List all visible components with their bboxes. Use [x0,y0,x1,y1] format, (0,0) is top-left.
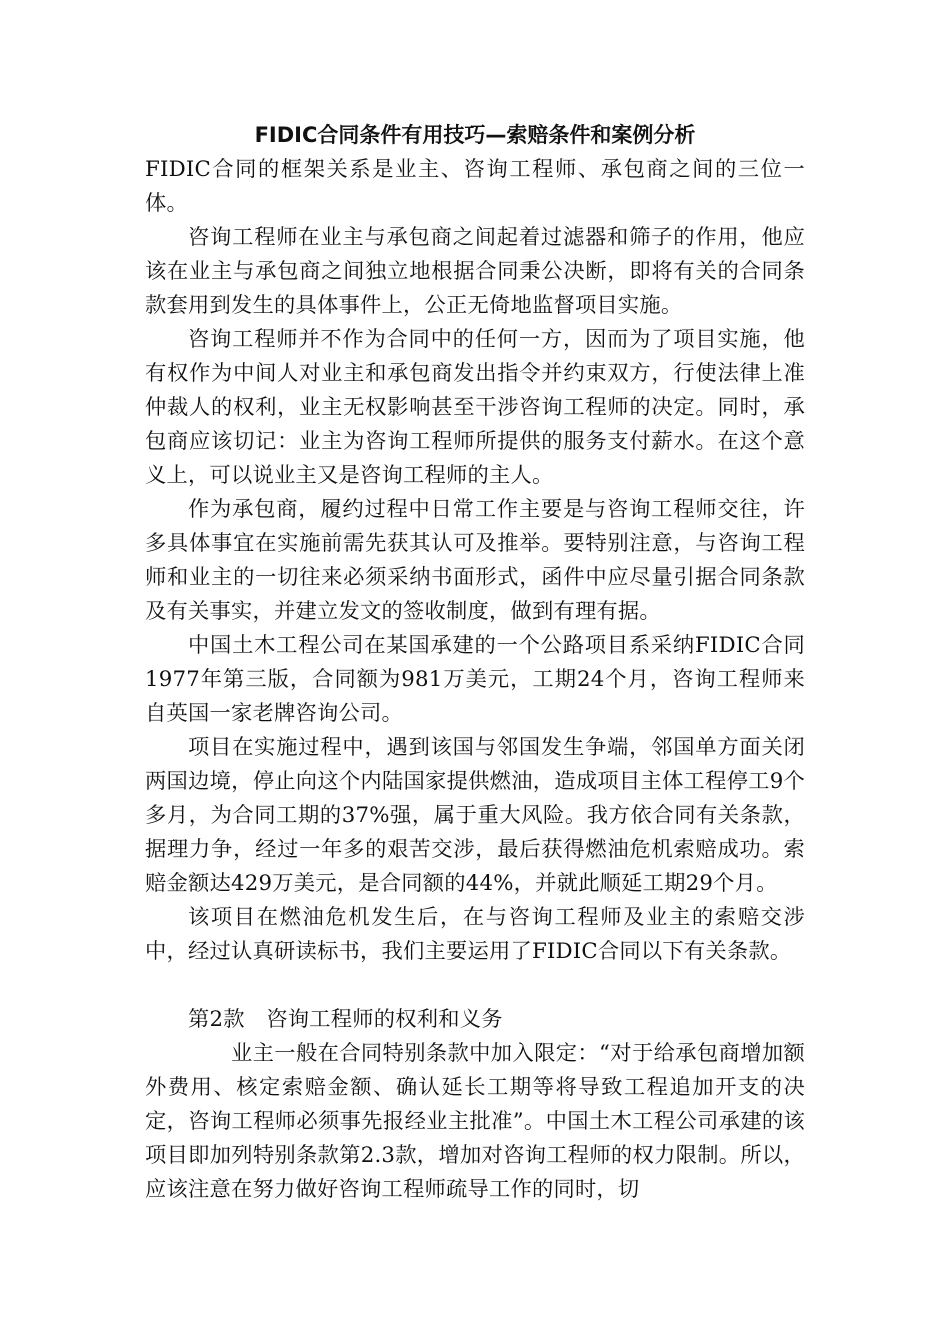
paragraph-engineer-authority: 咨询工程师并不作为合同中的任何一方，因而为了项目实施，他有权作为中间人对业主和承包商发出指令并约束双方，行使法律上准仲裁人的权利，业主无权影响甚至干涉咨询工程师的决定。同时，承包商应该切记：业主为咨询工程师所提供的服务支付薪水。在这个意义上，可以说业主又是咨询工程师的主人。 [145,327,805,488]
paragraph-clauses-used: 该项目在燃油危机发生后，在与咨询工程师及业主的索赔交涉中，经过认真研读标书，我们主要运用了FIDIC合同以下有关条款。 [145,905,805,964]
paragraph-engineer-role: 咨询工程师在业主与承包商之间起着过滤器和筛子的作用，他应该在业主与承包商之间独立地根据合同秉公决断，即将有关的合同条款套用到发生的具体事件上，公正无倚地监督项目实施。 [145,225,805,318]
section-heading-clause-2: 第2款 咨询工程师的权利和义务 [188,1007,503,1032]
paragraph-clause-2-body: 业主一般在合同特别条款中加入限定：“对于给承包商增加额外费用、核定索赔金额、确认延长工期等将导致工程追加开支的决定，咨询工程师必须事先报经业主批准”。中国土木工程公司承建的该项目即加列特别条款第2.3款，增加对咨询工程师的权力限制。所以，应该注意在努力做好咨询工程师疏导工作的同时，切 [145,1041,805,1202]
paragraph-project-background: 中国土木工程公司在某国承建的一个公路项目系采纳FIDIC合同1977年第三版，合同额为981万美元，工期24个月，咨询工程师来自英国一家老牌咨询公司。 [145,633,805,726]
paragraph-intro: FIDIC合同的框架关系是业主、咨询工程师、承包商之间的三位一体。 [145,157,805,216]
document-body [145,117,805,1207]
paragraph-contractor-conduct: 作为承包商，履约过程中日常工作主要是与咨询工程师交往，许多具体事宜在实施前需先获其认可及推举。要特别注意，与咨询工程师和业主的一切往来必须采纳书面形式，函件中应尽量引据合同条款及有关事实，并建立发文的签收制度，做到有理有据。 [145,497,805,624]
paragraph-fuel-crisis-claim: 项目在实施过程中，遇到该国与邻国发生争端，邻国单方面关闭两国边境，停止向这个内陆国家提供燃油，造成项目主体工程停工9个多月，为合同工期的37%强，属于重大风险。我方依合同有关条款，据理力争，经过一年多的艰苦交涉，最后获得燃油危机索赔成功。索赔金额达429万美元，是合同额的44%，并就此顺延工期29个月。 [145,735,805,896]
document-title: FIDIC合同条件有用技巧—索赔条件和案例分析 [254,123,696,147]
